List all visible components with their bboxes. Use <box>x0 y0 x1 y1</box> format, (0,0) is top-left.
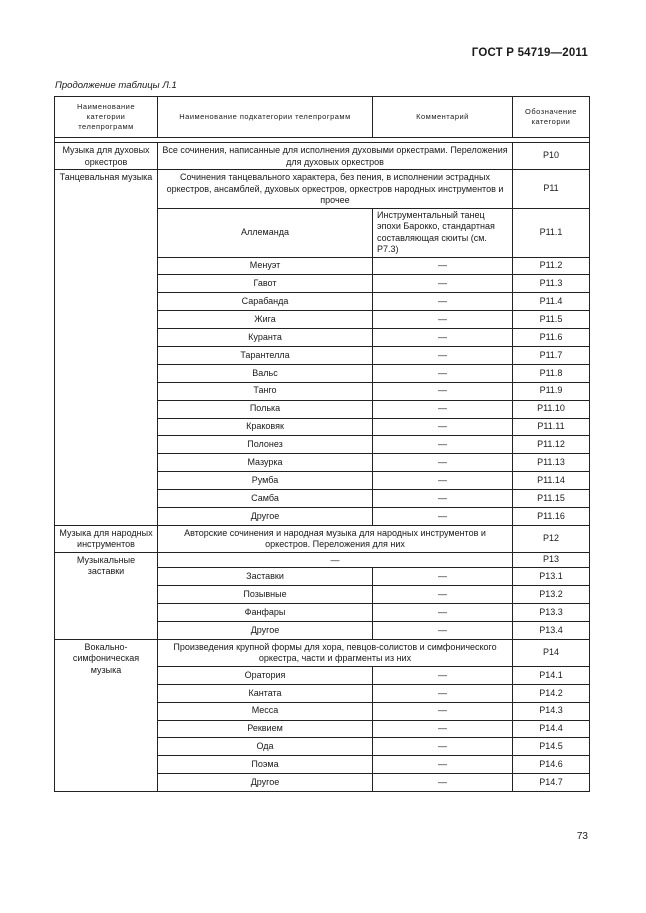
subcategory-comment-cell: — <box>373 329 513 347</box>
subcategory-code-cell: P11.3 <box>513 275 590 293</box>
subcategory-name-cell: Аллеманда <box>158 208 373 257</box>
subcategory-code-cell: P11.6 <box>513 329 590 347</box>
subcategory-comment-cell: — <box>373 738 513 756</box>
subcategory-name-cell: Полонез <box>158 436 373 454</box>
subcategory-comment-cell: — <box>373 364 513 382</box>
subcategory-name-cell: Кантата <box>158 684 373 702</box>
subcategory-comment-cell: — <box>373 586 513 604</box>
subcategory-name-cell: Другое <box>158 774 373 792</box>
subcategory-code-cell: P13.3 <box>513 604 590 622</box>
subcategory-name-cell: Вальс <box>158 364 373 382</box>
subcategory-code-cell: P11.13 <box>513 454 590 472</box>
category-description-cell: Произведения крупной формы для хора, певцов-солистов и симфонического оркестра, части и фрагменты из них <box>158 639 513 666</box>
subcategory-name-cell: Самба <box>158 490 373 508</box>
subcategory-code-cell: P14.4 <box>513 720 590 738</box>
subcategory-name-cell: Мазурка <box>158 454 373 472</box>
subcategory-comment-cell: — <box>373 293 513 311</box>
subcategory-comment-cell: — <box>373 622 513 640</box>
subcategory-code-cell: P14.2 <box>513 684 590 702</box>
subcategory-comment-cell: — <box>373 436 513 454</box>
subcategory-comment-cell: — <box>373 604 513 622</box>
category-code-cell: P13 <box>513 552 590 568</box>
subcategory-code-cell: P14.3 <box>513 702 590 720</box>
category-row <box>55 525 590 552</box>
category-description-cell: Сочинения танцевального характера, без пения, в исполнении эстрадных оркестров, ансамблей, духовых оркестров, оркестров народных инструментов и прочее <box>158 170 513 209</box>
category-code-cell: P12 <box>513 525 590 552</box>
subcategory-comment-cell: Инструментальный танец эпохи Барокко, стандартная составляющая сюиты (см. P7.3) <box>373 208 513 257</box>
subcategory-code-cell: P11.14 <box>513 472 590 490</box>
subcategory-comment-cell: — <box>373 382 513 400</box>
subcategory-name-cell: Румба <box>158 472 373 490</box>
subcategory-comment-cell: — <box>373 507 513 525</box>
subcategory-comment-cell: — <box>373 684 513 702</box>
subcategory-code-cell: P11.9 <box>513 382 590 400</box>
subcategory-comment-cell: — <box>373 472 513 490</box>
category-name-cell: Вокально-симфоническая музыка <box>55 639 158 791</box>
subcategory-comment-cell: — <box>373 311 513 329</box>
subcategory-name-cell: Менуэт <box>158 257 373 275</box>
category-description-cell: — <box>158 552 513 568</box>
subcategory-name-cell: Оратория <box>158 666 373 684</box>
subcategory-name-cell: Другое <box>158 622 373 640</box>
table-header-row <box>55 97 590 138</box>
subcategory-name-cell: Реквием <box>158 720 373 738</box>
subcategory-name-cell: Тарантелла <box>158 346 373 364</box>
subcategory-comment-cell: — <box>373 756 513 774</box>
subcategory-comment-cell: — <box>373 702 513 720</box>
subcategory-comment-cell: — <box>373 454 513 472</box>
subcategory-code-cell: P11.11 <box>513 418 590 436</box>
subcategory-name-cell: Куранта <box>158 329 373 347</box>
category-code-cell: P11 <box>513 170 590 209</box>
column-header: Наименование подкатегории телепрограмм <box>158 97 373 138</box>
category-row <box>55 170 590 209</box>
table-body <box>55 138 590 792</box>
subcategory-name-cell: Заставки <box>158 568 373 586</box>
subcategory-code-cell: P14.5 <box>513 738 590 756</box>
column-header: Комментарий <box>373 97 513 138</box>
page-number: 73 <box>576 831 588 842</box>
subcategory-name-cell: Поэма <box>158 756 373 774</box>
subcategory-code-cell: P11.8 <box>513 364 590 382</box>
category-name-cell: Музыка для духовых оркестров <box>55 143 158 170</box>
subcategory-name-cell: Краковяк <box>158 418 373 436</box>
category-name-cell: Танцевальная музыка <box>55 170 158 526</box>
subcategory-comment-cell: — <box>373 346 513 364</box>
table-caption: Продолжение таблицы Л.1 <box>55 80 177 91</box>
subcategory-name-cell: Жига <box>158 311 373 329</box>
subcategory-name-cell: Позывные <box>158 586 373 604</box>
category-table <box>54 96 590 792</box>
document-code: ГОСТ Р 54719—2011 <box>471 47 588 59</box>
category-name-cell: Музыка для народных инструментов <box>55 525 158 552</box>
category-row <box>55 639 590 666</box>
category-description-cell: Авторские сочинения и народная музыка для народных инструментов и оркестров. Переложения для них <box>158 525 513 552</box>
column-header: Обозначение категории <box>513 97 590 138</box>
subcategory-code-cell: P11.5 <box>513 311 590 329</box>
subcategory-comment-cell: — <box>373 774 513 792</box>
subcategory-comment-cell: — <box>373 257 513 275</box>
column-header: Наименование категории телепрограмм <box>55 97 158 138</box>
subcategory-comment-cell: — <box>373 275 513 293</box>
subcategory-comment-cell: — <box>373 418 513 436</box>
subcategory-code-cell: P11.2 <box>513 257 590 275</box>
subcategory-code-cell: P14.7 <box>513 774 590 792</box>
subcategory-name-cell: Фанфары <box>158 604 373 622</box>
subcategory-name-cell: Полька <box>158 400 373 418</box>
subcategory-code-cell: P14.1 <box>513 666 590 684</box>
subcategory-name-cell: Гавот <box>158 275 373 293</box>
subcategory-comment-cell: — <box>373 400 513 418</box>
subcategory-name-cell: Танго <box>158 382 373 400</box>
subcategory-code-cell: P13.4 <box>513 622 590 640</box>
subcategory-code-cell: P11.10 <box>513 400 590 418</box>
subcategory-code-cell: P11.12 <box>513 436 590 454</box>
category-row <box>55 552 590 568</box>
subcategory-comment-cell: — <box>373 490 513 508</box>
subcategory-code-cell: P11.16 <box>513 507 590 525</box>
category-row <box>55 143 590 170</box>
subcategory-code-cell: P11.7 <box>513 346 590 364</box>
subcategory-comment-cell: — <box>373 568 513 586</box>
subcategory-code-cell: P13.1 <box>513 568 590 586</box>
category-description-cell: Все сочинения, написанные для исполнения духовыми оркестрами. Переложения для духовых оркестров <box>158 143 513 170</box>
subcategory-code-cell: P11.15 <box>513 490 590 508</box>
category-name-cell: Музыкальные заставки <box>55 552 158 639</box>
subcategory-name-cell: Ода <box>158 738 373 756</box>
subcategory-name-cell: Сарабанда <box>158 293 373 311</box>
category-code-cell: P14 <box>513 639 590 666</box>
subcategory-comment-cell: — <box>373 666 513 684</box>
subcategory-code-cell: P13.2 <box>513 586 590 604</box>
subcategory-code-cell: P11.1 <box>513 208 590 257</box>
subcategory-code-cell: P14.6 <box>513 756 590 774</box>
subcategory-code-cell: P11.4 <box>513 293 590 311</box>
subcategory-comment-cell: — <box>373 720 513 738</box>
subcategory-name-cell: Другое <box>158 507 373 525</box>
subcategory-name-cell: Месса <box>158 702 373 720</box>
category-code-cell: P10 <box>513 143 590 170</box>
